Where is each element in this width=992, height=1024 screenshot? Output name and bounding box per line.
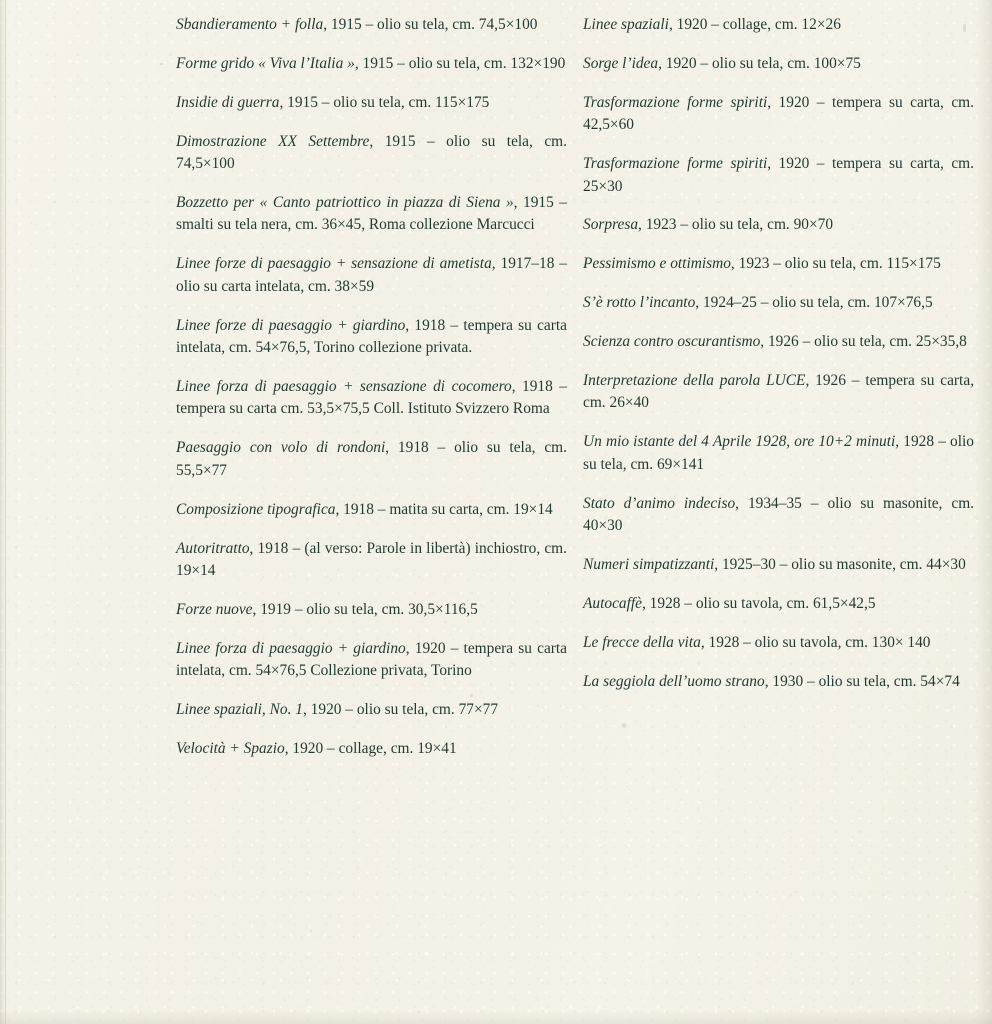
catalogue-entry: [176, 376, 567, 421]
artwork-title: Scienza contro oscurantismo: [583, 333, 761, 351]
artwork-title: Stato d’animo indeciso: [583, 494, 736, 512]
artwork-title: Forze nuove: [176, 600, 253, 618]
catalogue-entry: [583, 431, 974, 476]
artwork-title: Linee forze di paesaggio + giardino: [176, 316, 406, 334]
catalogue-entry: [583, 214, 974, 236]
catalogue-entry: [583, 292, 974, 314]
artwork-details: , 1919 – olio su tela, cm. 30,5×116,5: [252, 600, 478, 618]
catalogue-entry: [583, 370, 974, 415]
artwork-title: Trasformazione forme spiriti: [583, 155, 768, 173]
artwork-title: Un mio istante del 4 Aprile 1928, ore 10+2 minuti: [583, 433, 896, 451]
catalogue-entry: [176, 315, 567, 360]
catalogue-entry: [176, 14, 567, 36]
artwork-title: Linee forze di paesaggio + sensazione di ametista: [176, 255, 492, 273]
artwork-details: , 1915 – olio su tela, cm. 74,5×100: [323, 16, 538, 33]
catalogue-column-right: [583, 14, 974, 693]
artwork-title: Velocità + Spazio: [176, 739, 285, 757]
catalogue-entry: [176, 599, 567, 621]
catalogue-entry: [583, 92, 974, 137]
catalogue-column-left: [176, 14, 567, 760]
artwork-title: Linee spaziali, No. 1: [176, 701, 303, 719]
catalogue-entry: [583, 671, 974, 693]
artwork-details: , 1920 – tempera su carta, cm. 25×30: [583, 155, 974, 195]
catalogue-entry: [176, 538, 567, 583]
catalogue-entry: [583, 53, 974, 75]
artwork-details: , 1915 – olio su tela, cm. 74,5×100: [176, 132, 567, 173]
artwork-details: , 1920 – olio su tela, cm. 100×75: [658, 54, 861, 72]
artwork-title: Composizione tipografica: [176, 500, 336, 518]
catalogue-entry: [176, 699, 567, 721]
artwork-title: Linee spaziali: [583, 16, 669, 33]
artwork-details: , 1928 – olio su tavola, cm. 61,5×42,5: [641, 594, 876, 612]
catalogue-entry: [176, 92, 567, 114]
catalogue-entry: [176, 738, 567, 760]
catalogue-entry: [583, 331, 974, 353]
artwork-details: , 1918 – tempera su carta cm. 53,5×75,5 Coll. Istituto Svizzero Roma: [176, 377, 567, 418]
artwork-details: , 1923 – olio su tela, cm. 115×175: [730, 255, 941, 273]
artwork-title: Sorpresa: [583, 216, 639, 234]
artwork-title: Bozzetto per « Canto patriottico in piazza di Siena »: [176, 194, 514, 212]
artwork-details: , 1920 – olio su tela, cm. 77×77: [302, 701, 499, 719]
catalogue-entry: [583, 593, 974, 615]
artwork-details: , 1918 – (al verso: Parole in libertà) inchiostro, cm. 19×14: [176, 539, 567, 579]
artwork-title: Linee forza di paesaggio + sensazione di cocomero: [176, 377, 512, 395]
artwork-details: , 1926 – olio su tela, cm. 25×35,8: [760, 333, 967, 351]
artwork-details: , 1915 – olio su tela, cm. 132×190: [354, 54, 566, 72]
artwork-details: , 1934–35 – olio su masonite, cm. 40×30: [583, 494, 975, 535]
artwork-details: , 1926 – tempera su carta, cm. 26×40: [583, 372, 974, 412]
artwork-details: , 1915 – olio su tela, cm. 115×175: [279, 93, 490, 111]
artwork-title: La seggiola dell’uomo strano: [583, 672, 765, 690]
catalogue-entry: [583, 554, 974, 576]
catalogue-entry: [583, 14, 974, 36]
catalogue-entry: [176, 499, 567, 521]
artwork-details: , 1924–25 – olio su tela, cm. 107×76,5: [695, 294, 933, 312]
catalogue-entry: [176, 131, 567, 176]
artwork-title: Sbandieramento + folla: [176, 16, 324, 33]
catalogue-entry: [176, 437, 567, 482]
artwork-title: Sorge l’idea: [583, 54, 659, 72]
catalogue-entry: [583, 632, 974, 654]
artwork-title: Dimostrazione XX Settembre: [176, 132, 370, 150]
artwork-details: , 1928 – olio su tavola, cm. 130× 140: [700, 633, 931, 651]
artwork-title: Forme grido « Viva l’Italia »: [176, 54, 355, 72]
artwork-details: , 1920 – collage, cm. 19×41: [284, 739, 457, 757]
artwork-details: , 1930 – olio su tela, cm. 54×74: [764, 672, 960, 690]
catalogue-entry: [583, 493, 974, 538]
artwork-details: , 1928 – olio su tela, cm. 69×141: [583, 433, 974, 473]
catalogue-entry: [583, 253, 974, 275]
artwork-details: , 1920 – tempera su carta, cm. 42,5×60: [583, 93, 974, 134]
artwork-title: Interpretazione della parola LUCE: [583, 372, 806, 390]
artwork-details: , 1918 – olio su tela, cm. 55,5×77: [176, 439, 567, 479]
artwork-title: Linee forza di paesaggio + giardino: [176, 639, 406, 657]
artwork-title: Numeri simpatizzanti: [583, 556, 715, 573]
artwork-title: Autoritratto: [176, 539, 250, 557]
artwork-title: S’è rotto l’incanto: [583, 294, 696, 312]
artwork-title: Le frecce della vita: [583, 633, 701, 651]
artwork-details: , 1915 – smalti su tela nera, cm. 36×45, Roma collezione Marcucci: [176, 194, 567, 234]
artwork-details: , 1920 – tempera su carta intelata, cm. 54×76,5 Collezione privata, Torino: [176, 639, 568, 680]
artwork-details: , 1923 – olio su tela, cm. 90×70: [638, 216, 834, 234]
artwork-details: , 1917–18 – olio su carta intelata, cm. 38×59: [176, 255, 567, 295]
artwork-title: Autocaffè: [583, 594, 642, 612]
catalogue-entry: [176, 192, 567, 237]
catalogue-entry: [176, 253, 567, 298]
catalogue-entry: [176, 53, 567, 75]
artwork-title: Paesaggio con volo di rondoni: [176, 439, 386, 457]
artwork-details: , 1918 – matita su carta, cm. 19×14: [335, 500, 553, 518]
artwork-title: Insidie di guerra: [176, 93, 280, 111]
artwork-title: Trasformazione forme spiriti: [583, 93, 768, 111]
artwork-details: , 1918 – tempera su carta intelata, cm. 54×76,5, Torino collezione privata.: [176, 316, 567, 357]
catalogue-entry: [176, 638, 567, 683]
artwork-title: Pessimismo e ottimismo: [583, 255, 731, 273]
artwork-details: , 1925–30 – olio su masonite, cm. 44×30: [714, 556, 966, 573]
artwork-details: , 1920 – collage, cm. 12×26: [668, 16, 841, 33]
catalogue-entry: [583, 153, 974, 198]
